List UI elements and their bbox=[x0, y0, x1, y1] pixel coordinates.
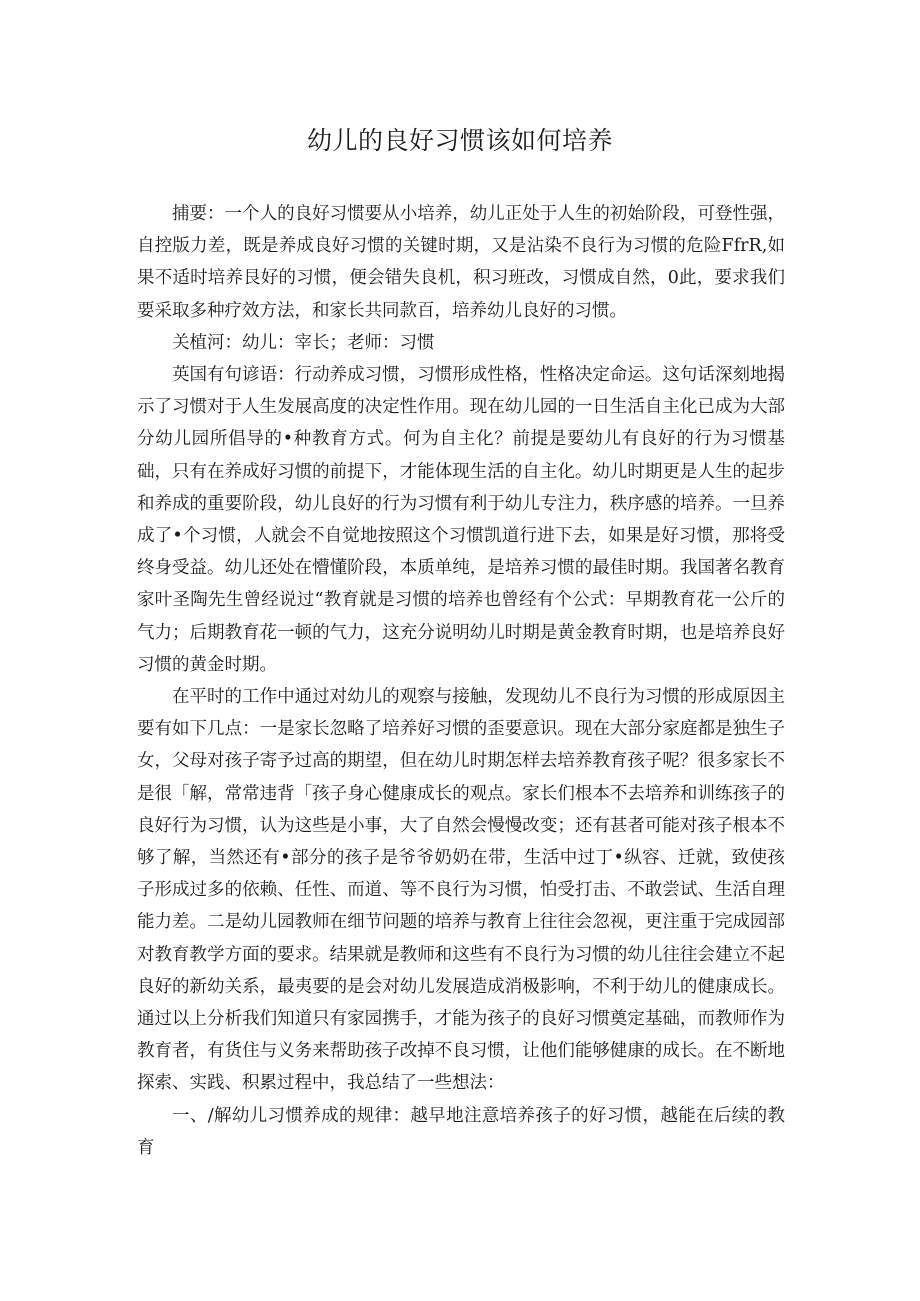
keywords-line: 关植河：幼儿：宰长；老师：习惯 bbox=[172, 332, 435, 353]
document-title: 幼儿的良好习惯该如何培养 bbox=[306, 126, 613, 155]
body-paragraph-1: 英国有句谚语：行动养成习惯，习惯形成性格，性格决定命运。这句话深刻地揭示了习惯对于人生发展高度的决定性作用。现在幼儿园的一日生活自主化已成为大部分幼儿园所倡导的•种教育方式。何为自主化？前提是要幼儿有良好的行为习惯基础，只有在养成好习惯的前提下，才能体现生活的自主化。幼儿时期更是人生的起步和养成的重要阶段，幼儿良好的行为习惯有利于幼儿专注力，秩序感的培养。一旦养成了•个习惯，人就会不自觉地按照这个习惯凯道行进下去，如果是好习惯，那将受终身受益。幼儿还处在懵懂阶段，本质单纯，是培养习惯的最佳时期。我国著名教育家叶圣陶先生曾经说过“教育就是习惯的培养也曾经有个公式：早期教育花一公斤的气力；后期教育花一顿的气力，这充分说明幼儿时期是黄金教育时期，也是培养良好习惯的黄金时期。 bbox=[137, 365, 785, 675]
body-paragraph-2: 在平时的工作中通过对幼儿的观察与接触，发现幼儿不良行为习惯的形成原因主要有如下几点：一是家长忽略了培养好习惯的歪要意识。现在大部分家庭都是独生子女，父母对孩子寄予过高的期望，但在幼儿时期怎样去培养教育孩子呢？很多家长不是很「解，常常违背「孩子身心健康成长的观点。家长们根本不去培养和训练孩子的良好行为习惯，认为这些是小事，大了自然会慢慢改变；还有甚者可能对孩子根本不够了解，当然还有•部分的孩子是爷爷奶奶在带，生活中过丁•纵容、迁就，致使孩子形成过多的依赖、任性、而道、等不良行为习惯，怕受打击、不敢尝试、生活自理能力差。二是幼儿园教师在细节问题的培养与教育上往往会忽视，更注重于完成园部对教育教学方面的要求。结果就是教师和这些有不良行为习惯的幼儿往往会建立不起良好的新幼关系，最夷要的是会对幼儿发展造成消极影响，不利于幼儿的健康成长。通过以上分析我们知道只有家园携手，才能为孩子的良好习惯奠定基础，而教师作为教育者，有货住与义务来帮助孩子改掉不良习惯，让他们能够健康的成长。在不断地探索、实践、积累过程中，我总结了一些想法： bbox=[137, 687, 785, 1094]
abstract-paragraph: 捕要：一个人的良好习惯要从小培养，幼儿正处于人生的初始阶段，可登性强，自控版力差，既是养成良好习惯的关键时期，又是沾染不良行为习惯的危险FfrR,如果不适时培养艮好的习惯，便会错失良机，积习班改，习惯成自然，0此，要求我们要采取多种疗效方法，和家长共同款百，培养幼儿良好的习惯。 bbox=[137, 204, 785, 321]
body-paragraph-3: 一、/解幼儿习惯养成的规律：越早地注意培养孩子的好习惯，越能在后续的教育 bbox=[137, 1105, 785, 1158]
document-body bbox=[137, 198, 785, 1164]
